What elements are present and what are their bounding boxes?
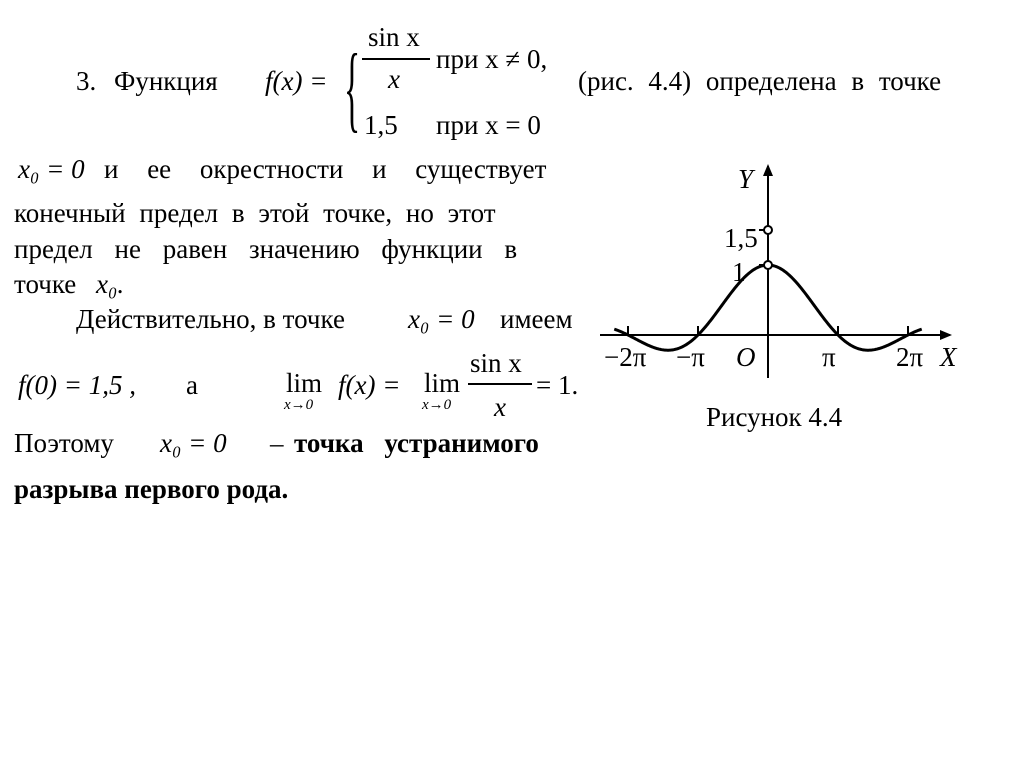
- origin-label: O: [736, 342, 756, 372]
- para1-line3: предел не равен значению функции в: [14, 234, 518, 264]
- para1-line1: и ее окрестности и существует: [104, 154, 547, 184]
- conclusion-dash: –: [270, 428, 284, 458]
- para2-x0: x₀ = 0: [408, 304, 475, 334]
- para1-line4-math: x₀.: [96, 269, 125, 299]
- conclusion-bold-1: точка устранимого: [294, 428, 539, 458]
- limit-fraction-numerator: sin x: [470, 348, 522, 378]
- x-axis-label: X: [940, 342, 957, 372]
- case1-condition: при x ≠ 0,: [436, 44, 548, 74]
- para1-line4-text: точке: [14, 269, 77, 299]
- f0-value: f(0) = 1,5 ,: [18, 370, 136, 400]
- problem-word: Функция: [114, 66, 218, 96]
- limit-1: lim: [286, 368, 323, 398]
- tick-label-minus-2pi: −2π: [604, 342, 647, 372]
- tick-label-1: 1: [732, 257, 746, 287]
- removable-hole: [764, 261, 772, 269]
- limit-2: lim: [424, 368, 461, 398]
- isolated-point: [764, 226, 772, 234]
- figure-caption: Рисунок 4.4: [706, 402, 843, 432]
- para2-line1: Действительно, в точке: [76, 304, 345, 334]
- conjunction-a: а: [186, 370, 198, 400]
- tick-label-pi: π: [822, 342, 836, 372]
- problem-number: 3.: [76, 66, 97, 96]
- case-brace: {: [344, 34, 361, 141]
- para1-line2: конечный предел в этой точке, но этот: [14, 198, 496, 228]
- limit-result: = 1.: [536, 370, 579, 400]
- tick-label-minus-pi: −π: [676, 342, 705, 372]
- case1-fraction-line: [362, 58, 430, 60]
- case1-denominator: x: [388, 64, 400, 94]
- x0-equals-zero: x₀ = 0: [18, 154, 85, 184]
- conclusion-bold-2: разрыва первого рода.: [14, 474, 289, 504]
- limit-fx: f(x) =: [338, 370, 401, 400]
- para2-line1-end: имеем: [500, 304, 573, 334]
- case2-condition: при x = 0: [436, 110, 541, 140]
- tick-label-1-5: 1,5: [724, 223, 758, 253]
- problem-tail: (рис. 4.4) определена в точке: [578, 66, 942, 96]
- tick-label-2pi: 2π: [896, 342, 924, 372]
- case2-value: 1,5: [364, 110, 398, 140]
- limit-2-subscript: x→0: [422, 397, 452, 413]
- conclusion-word: Поэтому: [14, 428, 114, 458]
- limit-fraction-line: [468, 383, 532, 385]
- limit-1-subscript: x→0: [284, 397, 314, 413]
- limit-fraction-denominator: x: [494, 392, 506, 422]
- conclusion-math: x₀ = 0: [160, 428, 227, 458]
- case1-numerator: sin x: [368, 22, 420, 52]
- function-name: f(x) =: [265, 66, 328, 96]
- y-axis-label: Y: [738, 164, 754, 194]
